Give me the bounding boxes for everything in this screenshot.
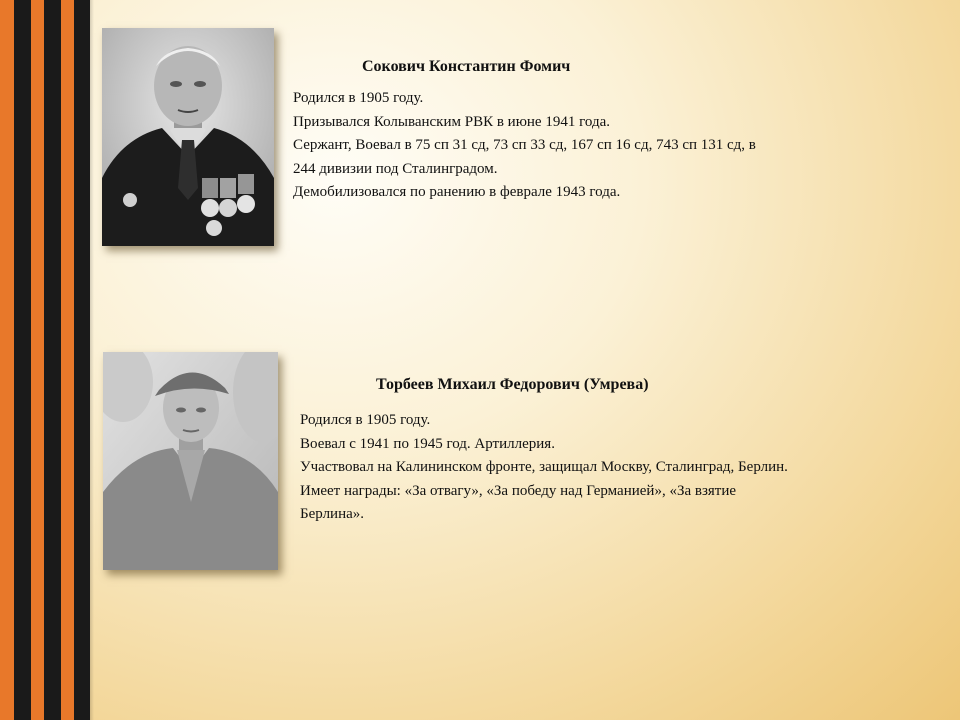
bio-line: Родился в 1905 году. — [300, 412, 431, 428]
portrait-photo-1 — [102, 28, 274, 246]
bio-line: Демобилизовался по ранению в феврале 1943 года. — [293, 184, 621, 200]
portrait-image-1 — [102, 28, 274, 246]
bio-line: Воевал с 1941 по 1945 год. Артиллерия. — [300, 435, 555, 452]
portrait-image-2 — [103, 352, 278, 570]
person-name-1: Сокович Константин Фомич — [362, 58, 571, 75]
st-george-ribbon — [0, 0, 90, 720]
person-bio-2 — [300, 409, 920, 527]
person-name-2: Торбеев Михаил Федорович (Умрева) — [376, 376, 649, 393]
bio-line: Имеет награды: «За отвагу», «За победу над Германией», «За взятие — [300, 482, 737, 499]
bio-line: Сержант, Воевал в 75 сп 31 сд, 73 сп 33 сд, 167 сп 16 сд, 743 сп 131 сд, в — [293, 137, 756, 153]
person-bio-1 — [293, 87, 893, 205]
bio-line: 244 дивизии под Сталинградом. — [293, 160, 498, 177]
portrait-photo-2 — [103, 352, 278, 570]
ribbon-shadow — [90, 0, 94, 720]
bio-line: Берлина». — [300, 506, 365, 522]
bio-line: Участвовал на Калининском фронте, защищал Москву, Сталинград, Берлин. — [300, 459, 788, 475]
bio-line: Родился в 1905 году. — [293, 90, 424, 106]
bio-line: Призывался Колыванским РВК в июне 1941 года. — [293, 113, 610, 130]
